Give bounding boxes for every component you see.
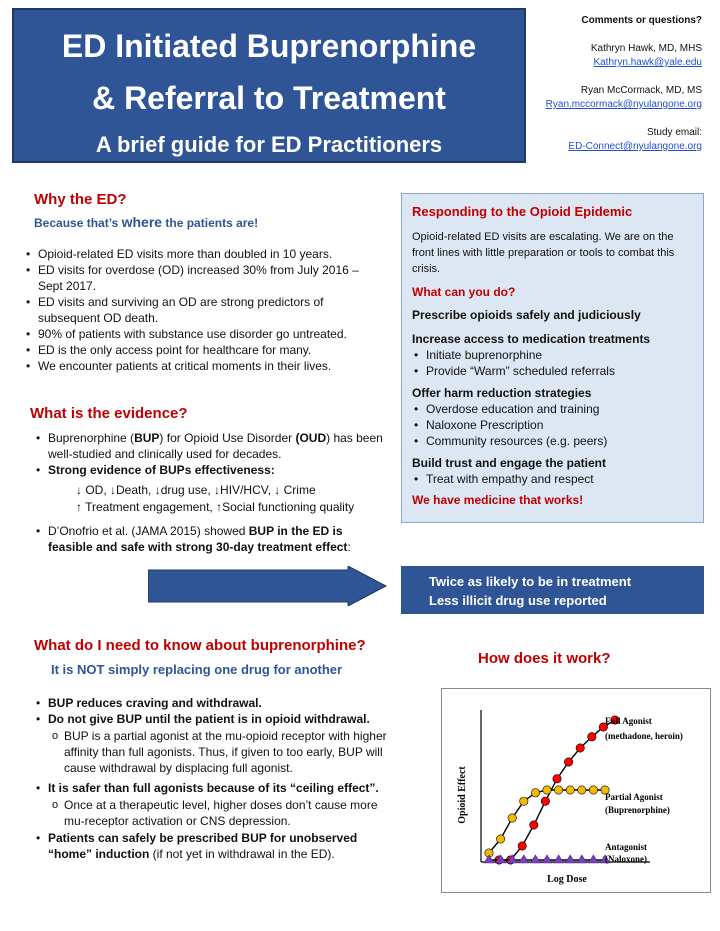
data-point <box>564 758 572 766</box>
contact-person-2: Ryan McCormack, MD, MS <box>580 85 702 96</box>
why-ed-heading: Why the ED? <box>34 191 127 208</box>
responding-box <box>401 193 704 523</box>
data-point <box>554 786 562 794</box>
dose-response-chart <box>455 700 705 888</box>
list-item: • Do not give BUP until the patient is in opioid withdrawal. <box>34 711 404 727</box>
list-item: • Patients can safely be prescribed BUP for unobserved “home” induction (if not yet in withdrawal in the ED). <box>34 830 370 862</box>
strategy-2-list <box>412 347 693 379</box>
responding-intro: Opioid-related ED visits are escalating. We are on the front lines with little preparation or tools to combat this crisis. <box>412 231 675 275</box>
know-list-3 <box>34 830 370 862</box>
data-point <box>541 797 549 805</box>
contact-email-2[interactable]: Ryan.mccormack@nyulangone.org <box>545 99 702 110</box>
data-point <box>577 855 587 863</box>
strategy-1: Prescribe opioids safely and judiciously <box>412 308 641 322</box>
data-point <box>530 855 540 863</box>
list-item: • Strong evidence of BUPs effectiveness: <box>34 462 390 478</box>
result-line-1: Twice as likely to be in treatment <box>429 574 632 589</box>
data-point <box>542 855 552 863</box>
what-can-you-do: What can you do? <box>412 285 516 299</box>
strategy-3-list <box>412 401 693 449</box>
data-point <box>565 855 575 863</box>
series-annotation: (Buprenorphine) <box>605 805 670 815</box>
data-point <box>520 797 528 805</box>
list-item: • D’Onofrio et al. (JAMA 2015) showed BUP in the ED is feasible and safe with strong 30-day treatment effect: <box>34 523 384 555</box>
data-point <box>543 786 551 794</box>
responding-heading: Responding to the Opioid Epidemic <box>412 204 633 219</box>
results-box <box>401 566 704 614</box>
know-subheading: It is NOT simply replacing one drug for another <box>51 662 343 677</box>
contact-email-1[interactable]: Kathryn.hawk@yale.edu <box>593 57 702 68</box>
data-point <box>576 744 584 752</box>
data-point <box>484 855 494 863</box>
know-heading: What do I need to know about buprenorphine? <box>34 637 366 654</box>
know-list-2 <box>34 780 404 796</box>
list-item: • Community resources (e.g. peers) <box>412 433 693 449</box>
data-point <box>588 733 596 741</box>
series-label: Full Agonist <box>605 716 652 726</box>
list-item: • ED visits and surviving an OD are strong predictors of subsequent OD death. <box>24 294 386 326</box>
list-item: • It is safer than full agonists because of its “ceiling effect”. <box>34 780 404 796</box>
title-line-1: ED Initiated Buprenorphine <box>61 28 477 64</box>
know-sublist-2 <box>50 797 390 829</box>
strategy-2: Increase access to medication treatments <box>412 332 651 346</box>
data-point <box>531 789 539 797</box>
result-line-2: Less illicit drug use reported <box>429 593 607 608</box>
subtitle: A brief guide for ED Practitioners <box>95 132 443 157</box>
data-point <box>578 786 586 794</box>
how-heading: How does it work? <box>478 650 611 667</box>
closing-statement: We have medicine that works! <box>412 493 584 507</box>
why-ed-subheading: Because that’s where the patients are! <box>34 214 259 230</box>
data-point <box>508 814 516 822</box>
x-axis-label: Log Dose <box>547 874 587 885</box>
evidence-list-2 <box>34 523 384 555</box>
series-label: Partial Agonist <box>605 792 663 802</box>
series-annotation: (Naloxone) <box>605 854 647 864</box>
y-axis-label: Opioid Effect <box>457 766 468 824</box>
list-item: o Once at a therapeutic level, higher doses don’t cause more mu-receptor activation or CNS depression. <box>50 797 390 829</box>
strategy-4: Build trust and engage the patient <box>412 456 607 470</box>
list-item: • Overdose education and training <box>412 401 693 417</box>
evidence-outcomes: ↓ OD, ↓Death, ↓drug use, ↓HIV/HCV, ↓ Crime ↑ Treatment engagement, ↑Social functioning quality <box>76 483 355 514</box>
data-point <box>518 842 526 850</box>
strategy-3: Offer harm reduction strategies <box>412 386 592 400</box>
list-item: o BUP is a partial agonist at the mu-opioid receptor with higher affinity than full agonists. Thus, if given to too early, BUP will cause withdrawal by displacing full agonist. <box>50 728 390 776</box>
list-item: • ED visits for overdose (OD) increased 30% from July 2016 – Sept 2017. <box>24 262 386 294</box>
contact-person-1: Kathryn Hawk, MD, MHS <box>590 43 702 54</box>
contact-block <box>502 14 702 154</box>
series-annotation: (methadone, heroin) <box>605 731 683 741</box>
list-item: • Naloxone Prescription <box>412 417 693 433</box>
data-point <box>589 786 597 794</box>
list-item: • We encounter patients at critical moments in their lives. <box>24 358 386 374</box>
evidence-heading: What is the evidence? <box>30 405 188 422</box>
evidence-list <box>34 430 390 478</box>
strategy-4-list <box>412 471 693 487</box>
know-list <box>34 695 404 727</box>
data-point <box>530 821 538 829</box>
contact-heading: Comments or questions? <box>581 15 702 26</box>
data-point <box>554 855 564 863</box>
data-point <box>566 786 574 794</box>
list-item: • Provide “Warm” scheduled referrals <box>412 363 693 379</box>
title-banner <box>12 8 526 163</box>
right-arrow-icon <box>148 566 388 606</box>
know-sublist-1 <box>50 728 390 776</box>
data-point <box>519 855 529 863</box>
series-label: Antagonist <box>605 842 648 852</box>
study-email-label: Study email: <box>646 127 702 138</box>
why-ed-list <box>24 246 386 374</box>
list-item: • BUP reduces craving and withdrawal. <box>34 695 404 711</box>
list-item: • Opioid-related ED visits more than doubled in 10 years. <box>24 246 386 262</box>
study-email[interactable]: ED-Connect@nyulangone.org <box>568 141 702 152</box>
list-item: • Treat with empathy and respect <box>412 471 693 487</box>
title-line-2: & Referral to Treatment <box>92 80 446 116</box>
list-item: • ED is the only access point for healthcare for many. <box>24 342 386 358</box>
list-item: • 90% of patients with substance use disorder go untreated. <box>24 326 386 342</box>
list-item: • Initiate buprenorphine <box>412 347 693 363</box>
data-point <box>496 835 504 843</box>
data-point <box>588 855 598 863</box>
list-item: • Buprenorphine (BUP) for Opioid Use Disorder (OUD) has been well-studied and clinically used for decades. <box>34 430 390 462</box>
data-point <box>553 775 561 783</box>
